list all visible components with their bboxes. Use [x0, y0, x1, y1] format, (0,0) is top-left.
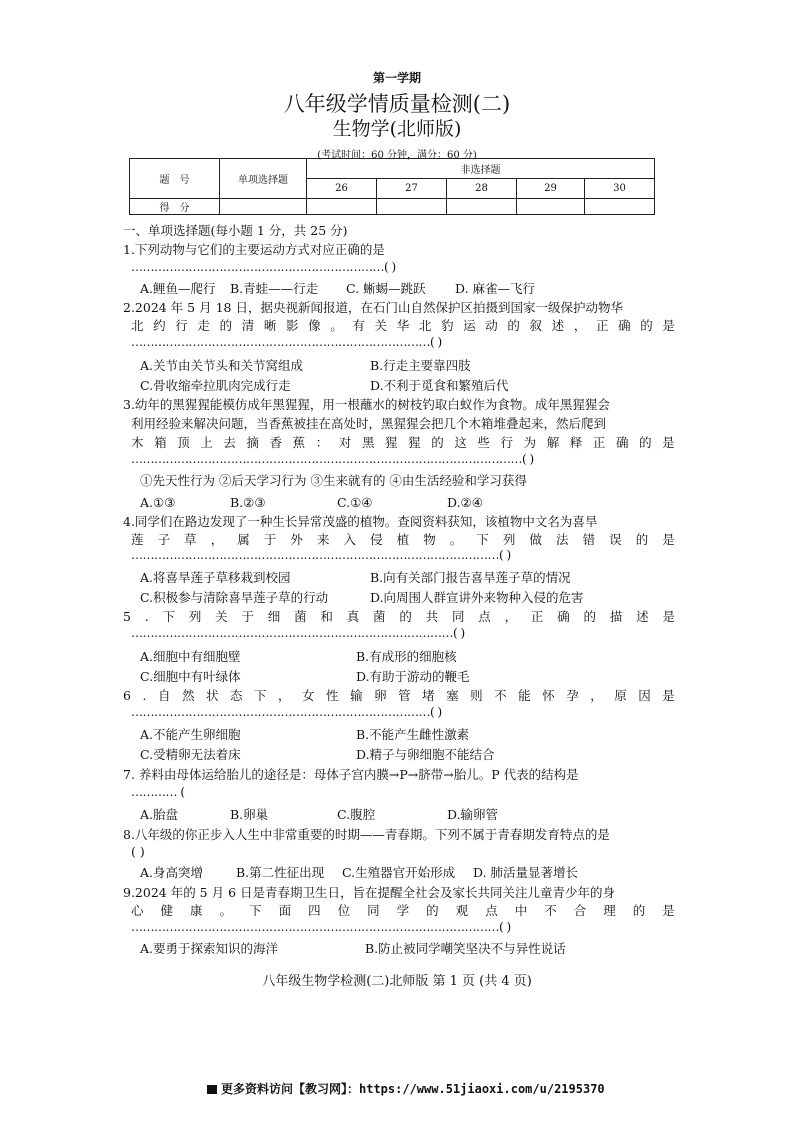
score-label: 得 分	[130, 199, 220, 215]
option: D.不利于觅食和繁殖后代	[370, 378, 509, 393]
question-stem: 7. 养料由母体运给胎儿的途径是：母体子宫内膜→P→脐带→胎儿。P 代表的结构是	[123, 767, 579, 782]
stem-char: 做	[529, 532, 542, 547]
stem-char: 侵	[370, 532, 383, 547]
stem-char: 。	[449, 532, 463, 547]
stem-char: 关	[215, 609, 228, 624]
flag-icon	[207, 1085, 217, 1094]
stem-char: .	[142, 688, 147, 703]
stem-char: 的	[632, 903, 646, 918]
option: C.①④	[337, 495, 373, 510]
stem-char: 植	[396, 532, 410, 547]
stem-char: 错	[582, 532, 596, 547]
option: D. 麻雀—飞行	[455, 281, 536, 296]
stem-char: 木	[131, 435, 144, 450]
stem-char: 顶	[177, 435, 190, 450]
stem-char: 状	[205, 688, 219, 703]
option: C.积极参与清除喜旱莲子草的行动	[140, 590, 329, 605]
option: A.胎盘	[140, 807, 179, 822]
stem-char: 面	[278, 903, 292, 918]
stem-char: 是	[662, 532, 675, 547]
col-header: 29	[517, 179, 585, 199]
stem-char: 解	[546, 435, 560, 450]
stem-char: 确	[618, 318, 631, 333]
stem-char: 属	[237, 532, 250, 547]
promo-text: 更多资料访问【教习网】：https://www.51jiaoxi.com/u/2195370	[221, 1082, 605, 1096]
stem-char: 四	[308, 903, 321, 918]
answer-dots: …………………………………………………………( )	[131, 260, 396, 274]
option: A.要勇于探索知识的海洋	[140, 941, 279, 956]
stem-char: 入	[343, 532, 357, 547]
stem-char: 共	[425, 609, 439, 624]
stem-char: 康	[190, 903, 203, 918]
score-cell[interactable]	[585, 199, 655, 215]
stem-char: 合	[573, 903, 587, 918]
stem-char: ，	[278, 688, 291, 703]
option: A.身高突增	[140, 865, 204, 880]
score-row-label: 题 号	[130, 159, 220, 199]
col-header: 28	[447, 179, 517, 199]
stem-char: 影	[285, 318, 299, 333]
stem-char: 法	[556, 532, 569, 547]
stem-char: 自	[157, 688, 171, 703]
stem-char: 管	[398, 688, 411, 703]
option: D.精子与卵细胞不能结合	[356, 747, 495, 762]
option: B.向有关部门报告喜旱莲子草的情况	[370, 570, 571, 585]
stem-char: 去	[223, 435, 236, 450]
exam-title: 八年级学情质量检测(二)	[283, 92, 511, 116]
stem-char: 动	[485, 318, 498, 333]
stem-char: 下	[249, 903, 262, 918]
stem-char: 子	[157, 532, 171, 547]
stem-char: 述	[636, 609, 649, 624]
question-stem: 3.幼年的黑猩猩能模仿成年黑猩猩，用一根蘸水的树枝钓取白蚁作为食物。成年黑猩猩会	[123, 397, 610, 412]
stem-char: 确	[615, 435, 629, 450]
stem-char: 走	[197, 318, 210, 333]
stem-char: 是	[662, 688, 675, 703]
question-stem: 利用经验来解决问题，当香蕉被挂在高处时，黑猩猩会把几个木箱堆叠起来，然后爬到	[131, 416, 607, 431]
non-choice-header: 非选择题	[307, 159, 655, 179]
answer-dots: …………………………………………………………………………………………( )	[131, 452, 534, 466]
stem-char: 女	[302, 688, 315, 703]
stem-char: 于	[263, 532, 277, 547]
stem-char: 卵	[374, 688, 387, 703]
option: B.有成形的细胞核	[356, 649, 457, 664]
stem-char: 原	[614, 688, 627, 703]
option: C.受精卵无法着床	[140, 747, 241, 762]
page-footer: 八年级生物学检测(二)北师版 第 1 页 (共 4 页)	[262, 974, 532, 989]
option: B.青蛙——行走	[230, 281, 319, 296]
stem-char: ，	[504, 609, 518, 624]
stem-char: 于	[241, 609, 254, 624]
stem-char: 因	[638, 688, 651, 703]
stem-char: 的	[639, 435, 652, 450]
stem-char: 5	[123, 609, 131, 624]
stem-char: 正	[530, 609, 544, 624]
stem-char: 不	[544, 903, 557, 918]
stem-char: 北	[131, 318, 144, 333]
stem-char: 是	[662, 903, 675, 918]
score-cell[interactable]	[447, 199, 517, 215]
stem-char: ，	[590, 688, 603, 703]
answer-dots: …………………………………………………………………………( )	[131, 626, 465, 640]
stem-char: 豹	[440, 318, 454, 333]
question-stem: 9.2024 年的 5 月 6 日是青春期卫生日，旨在提醒全社会及家长共同关注儿童青少年的身	[123, 885, 616, 900]
stem-char: 是	[662, 318, 675, 333]
semester-label: 第一学期	[372, 71, 421, 85]
stem-char: 晰	[263, 318, 277, 333]
stem-char: 约	[153, 318, 166, 333]
stem-char: 猩	[408, 435, 421, 450]
stem-char: 叙	[529, 318, 543, 333]
stem-char: 物	[423, 532, 436, 547]
stem-char: 输	[350, 688, 363, 703]
stem-char: 健	[160, 903, 174, 918]
option: D.有助于游动的鞭毛	[356, 669, 470, 684]
answer-dots: ……………………………………………………………………………………( )	[131, 920, 511, 934]
statement-list: ①先天性行为 ②后天学习行为 ③生来就有的 ④由生活经验和学习获得	[140, 473, 527, 488]
stem-char: 的	[640, 318, 653, 333]
option: A.鲤鱼—爬行	[140, 281, 216, 296]
option: D. 肺活量显著增长	[473, 865, 579, 880]
stem-char: 能	[518, 688, 531, 703]
stem-char: 有	[352, 318, 365, 333]
stem-char: 释	[569, 435, 583, 450]
stem-char: 不	[494, 688, 507, 703]
stem-char: 。	[219, 903, 233, 918]
score-cell[interactable]	[517, 199, 585, 215]
option: C.骨收缩牵拉肌肉完成行走	[140, 378, 291, 393]
stem-char: 华	[396, 318, 410, 333]
stem-char: 下	[254, 688, 267, 703]
option: A.①③	[140, 495, 176, 510]
option: A.关节由关节头和关节窝组成	[140, 358, 304, 373]
stem-char: 黑	[361, 435, 375, 450]
answer-dots: ……………………………………………………………………( )	[131, 705, 442, 719]
stem-char: 堵	[422, 688, 435, 703]
question-stem: 8.八年级的你正步入人生中非常重要的时期——青春期。下列不属于青春期发育特点的是	[123, 827, 610, 842]
stem-char: 来	[316, 532, 330, 547]
stem-char: 下	[162, 609, 176, 624]
stem-char: 的	[219, 318, 233, 333]
stem-char: 的	[583, 609, 597, 624]
stem-char: 列	[188, 609, 202, 624]
stem-char: 点	[485, 903, 498, 918]
stem-char: 摘	[246, 435, 259, 450]
exam-note: (考试时间：60 分钟，满分：60 分)	[317, 150, 477, 161]
stem-char: 北	[418, 318, 432, 333]
option: A.细胞中有细胞壁	[140, 649, 241, 664]
option: B.第二性征出现	[236, 865, 325, 880]
stem-char: 态	[229, 688, 243, 703]
stem-char: 下	[476, 532, 489, 547]
section-heading: 一、单项选择题(每小题 1 分，共 25 分)	[123, 223, 348, 238]
score-table	[129, 158, 655, 215]
exam-subtitle: 生物学(北师版)	[332, 118, 462, 140]
option: B.不能产生雌性激素	[356, 727, 470, 742]
stem-char: 些	[477, 435, 490, 450]
stem-char: 位	[337, 903, 351, 918]
option: A.将喜旱莲子草移栽到校园	[140, 570, 291, 585]
stem-char: 真	[346, 609, 360, 624]
score-cell[interactable]	[377, 199, 447, 215]
stem-char: 的	[507, 318, 520, 333]
question-stem: 4.同学们在路边发现了一种生长异常茂盛的植物。查阅资料获知，该植物中文名为喜旱	[123, 514, 598, 529]
stem-char: 和	[320, 609, 333, 624]
stem-char: 上	[200, 435, 213, 450]
stem-char: 的	[431, 435, 444, 450]
stem-char: 蕉	[292, 435, 306, 450]
stem-char: 的	[399, 609, 412, 624]
question-stem: 2.2024 年 5 月 18 日，据央视新闻报道，在石门山自然保护区拍摄到国家一级保护动物华	[123, 300, 623, 315]
option: C.腹腔	[337, 807, 376, 822]
option: B.②③	[230, 495, 266, 510]
option: A.不能产生卵细胞	[140, 727, 241, 742]
stem-char: 列	[502, 532, 516, 547]
stem-char: 中	[514, 903, 528, 918]
stem-char: 心	[131, 903, 144, 918]
stem-char: 塞	[446, 688, 459, 703]
stem-char: 性	[326, 688, 339, 703]
stem-char: 运	[463, 318, 476, 333]
option: D.向周围人群宣讲外来物种入侵的危害	[370, 590, 584, 605]
stem-char: 描	[609, 609, 623, 624]
stem-char: 正	[592, 435, 606, 450]
stem-char: 然	[181, 688, 195, 703]
stem-char: 为	[523, 435, 537, 450]
single-choice-header: 单项选择题	[220, 159, 307, 199]
col-header: 26	[307, 179, 377, 199]
stem-char: ，	[210, 532, 224, 547]
stem-char: 对	[338, 435, 352, 450]
stem-char: 行	[175, 318, 188, 333]
stem-char: 述	[551, 318, 565, 333]
stem-char: 。	[330, 318, 343, 333]
stem-char: 同	[451, 609, 465, 624]
option: D.②④	[447, 495, 483, 510]
stem-char: 外	[290, 532, 303, 547]
stem-char: 箱	[154, 435, 167, 450]
stem-char: 误	[609, 532, 622, 547]
stem-char: 正	[595, 318, 609, 333]
stem-char: 同	[367, 903, 380, 918]
stem-char: 清	[241, 318, 255, 333]
option: C.细胞中有叶绿体	[140, 669, 241, 684]
stem-char: 像	[308, 318, 321, 333]
stem-char: 理	[603, 903, 616, 918]
stem-char: 6	[123, 688, 131, 703]
stem-char: 则	[470, 688, 483, 703]
stem-char: 点	[478, 609, 491, 624]
stem-char: 的	[635, 532, 649, 547]
option: C.生殖器官开始形成	[342, 865, 456, 880]
stem-char: 莲	[131, 532, 144, 547]
stem-char: 关	[374, 318, 388, 333]
stem-char: 香	[269, 435, 283, 450]
answer-dots: ……………………………………………………………………( )	[131, 335, 442, 349]
col-header: 27	[377, 179, 447, 199]
option: B.防止被同学嘲笑坚决不与异性说话	[365, 941, 566, 956]
stem-char: 孕	[566, 688, 579, 703]
col-header: 30	[585, 179, 655, 199]
stem-char: 菌	[294, 609, 307, 624]
promo-link[interactable]	[207, 1080, 605, 1097]
stem-char: 这	[454, 435, 467, 450]
stem-char: 草	[184, 532, 197, 547]
stem-char: ：	[315, 435, 329, 450]
stem-char: .	[144, 609, 149, 624]
stem-char: 行	[500, 435, 514, 450]
stem-char: 猩	[385, 435, 398, 450]
answer-dots: ………… (	[131, 785, 185, 799]
option: D.输卵管	[447, 807, 499, 822]
question-stem: 1.下列动物与它们的主要运动方式对应正确的是	[123, 242, 385, 257]
stem-char: 观	[455, 903, 469, 918]
stem-char: 细	[267, 609, 281, 624]
answer-dots: ……………………………………………………………………………………( )	[131, 548, 511, 562]
stem-char: 菌	[373, 609, 386, 624]
stem-char: 怀	[542, 688, 555, 703]
option: B.行走主要靠四肢	[370, 358, 471, 373]
stem-char: 是	[662, 435, 675, 450]
answer-paren: ( )	[131, 844, 145, 859]
stem-char: 是	[662, 609, 675, 624]
stem-char: 学	[396, 903, 410, 918]
score-cell[interactable]	[307, 199, 377, 215]
option: B.卵巢	[230, 807, 269, 822]
stem-char: 的	[426, 903, 439, 918]
stem-char: ，	[573, 318, 587, 333]
stem-char: 确	[557, 609, 570, 624]
score-cell[interactable]	[220, 199, 307, 215]
option: C. 蜥蜴—跳跃	[346, 281, 426, 296]
